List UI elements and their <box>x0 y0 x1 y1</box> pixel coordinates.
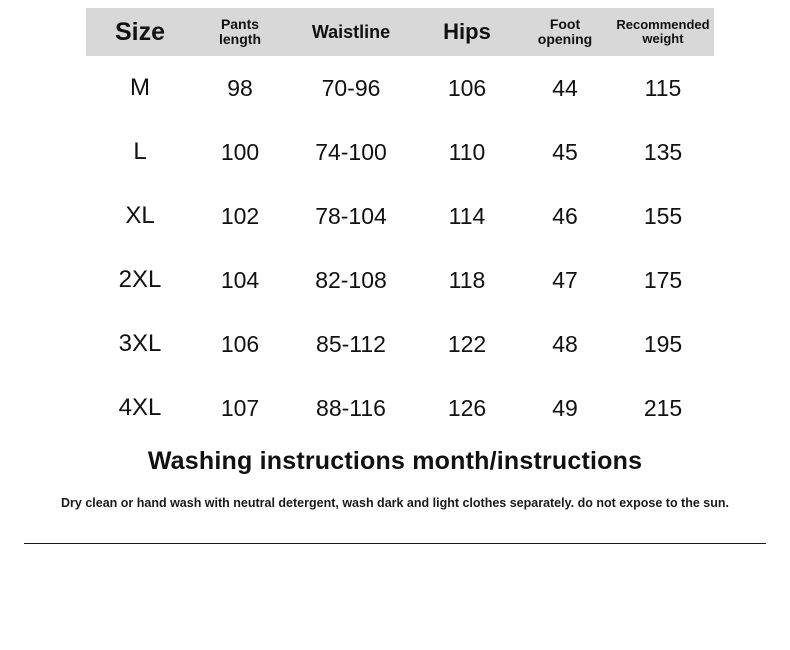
header-pants-length <box>194 8 286 56</box>
cell-size: L <box>133 138 147 165</box>
cell-size: 2XL <box>118 266 162 293</box>
size-table <box>86 8 714 440</box>
cell-recommended-weight: 195 <box>643 330 683 357</box>
size-table-header <box>86 8 714 56</box>
header-size: Size <box>86 8 194 56</box>
cell-recommended-weight: 175 <box>643 266 683 293</box>
cell-pants-length: 102 <box>220 202 260 229</box>
cell-waistline: 85-112 <box>316 330 386 357</box>
section-divider <box>24 543 766 544</box>
cell-waistline: 82-108 <box>315 266 387 293</box>
cell-recommended-weight: 155 <box>643 202 683 229</box>
table-row <box>86 312 714 376</box>
cell-waistline: 74-100 <box>315 138 387 165</box>
cell-pants-length: 98 <box>227 74 253 101</box>
header-recommended-weight-line1: Recommended <box>616 17 710 33</box>
cell-recommended-weight: 215 <box>643 394 683 421</box>
cell-foot-opening: 49 <box>552 394 578 421</box>
cell-pants-length: 100 <box>220 138 260 165</box>
cell-size: XL <box>125 202 155 229</box>
header-foot-opening-line1: Foot <box>549 16 581 33</box>
cell-size: 3XL <box>118 330 162 357</box>
cell-hips: 122 <box>447 330 487 357</box>
header-pants-length-line1: Pants <box>220 16 260 33</box>
cell-hips: 126 <box>447 394 487 421</box>
cell-foot-opening: 45 <box>552 138 578 165</box>
size-chart-table-wrapper <box>86 8 714 440</box>
cell-foot-opening: 44 <box>552 74 578 101</box>
washing-instructions-title: Washing instructions month/instructions <box>147 447 643 475</box>
header-foot-opening-line2: opening <box>537 31 593 47</box>
cell-hips: 114 <box>448 202 486 229</box>
cell-recommended-weight: 135 <box>643 138 683 165</box>
cell-waistline: 70-96 <box>321 74 381 101</box>
table-row <box>86 120 714 184</box>
table-row <box>86 248 714 312</box>
table-row <box>86 376 714 440</box>
header-pants-length-line2: length <box>219 31 261 47</box>
cell-waistline: 78-104 <box>315 202 387 229</box>
cell-pants-length: 107 <box>220 394 260 421</box>
cell-foot-opening: 46 <box>552 202 578 229</box>
cell-waistline: 88-116 <box>316 394 386 421</box>
table-row <box>86 56 714 120</box>
size-table-body <box>86 56 714 440</box>
cell-size: 4XL <box>118 394 162 421</box>
washing-instructions-note: Dry clean or hand wash with neutral detergent, wash dark and light clothes separately. do not expose to the sun. <box>61 496 729 510</box>
cell-foot-opening: 47 <box>552 266 578 293</box>
header-foot-opening <box>518 8 612 56</box>
cell-hips: 106 <box>447 74 487 101</box>
header-hips: Hips <box>416 8 518 56</box>
table-row <box>86 184 714 248</box>
table-header-row <box>86 8 714 56</box>
cell-recommended-weight: 115 <box>644 74 682 101</box>
cell-hips: 118 <box>448 266 486 293</box>
cell-size: M <box>130 74 150 101</box>
cell-hips: 110 <box>448 138 486 165</box>
cell-pants-length: 104 <box>220 266 260 293</box>
header-recommended-weight <box>612 8 714 56</box>
header-waistline: Waistline <box>286 8 416 56</box>
cell-foot-opening: 48 <box>552 330 578 357</box>
header-recommended-weight-line2: weight <box>642 31 684 46</box>
cell-pants-length: 106 <box>220 330 260 357</box>
